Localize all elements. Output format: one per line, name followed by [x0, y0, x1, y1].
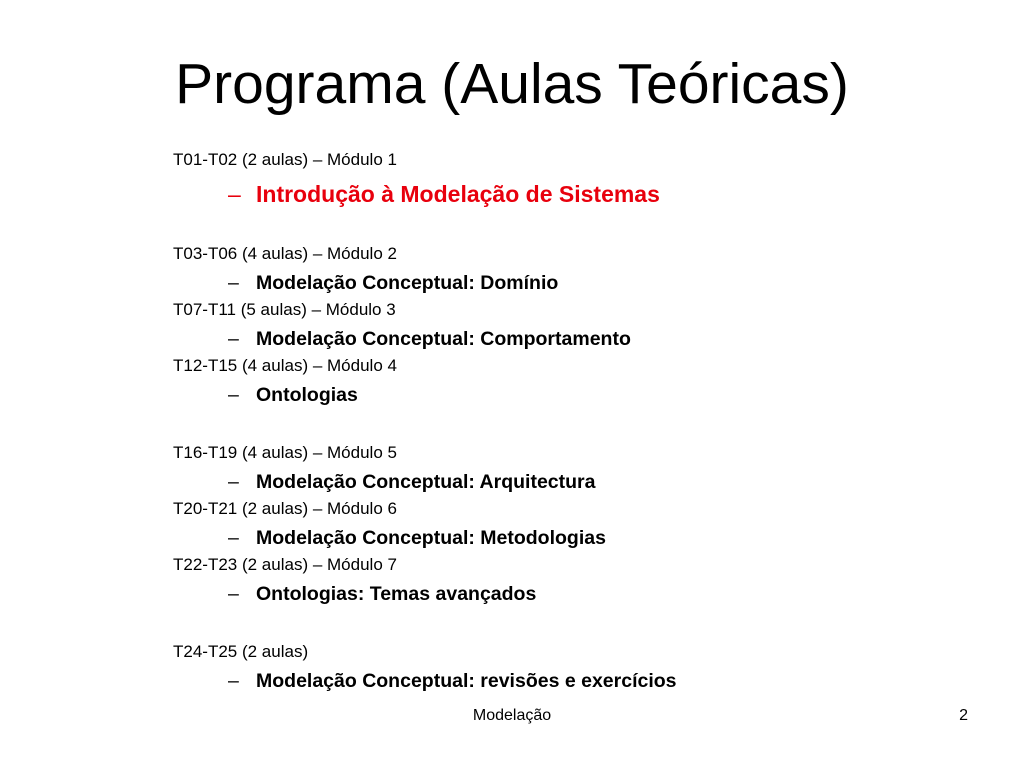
topic-label: Modelação Conceptual: Arquitectura: [256, 471, 596, 493]
module-4-topic: [228, 383, 358, 407]
topic-label: Introdução à Modelação de Sistemas: [256, 181, 660, 207]
topic-label: Modelação Conceptual: Comportamento: [256, 328, 631, 350]
module-3-line: T07-T11 (5 aulas) – Módulo 3: [173, 300, 396, 319]
module-2-line: T03-T06 (4 aulas) – Módulo 2: [173, 244, 397, 263]
topic-label: Ontologias: [256, 384, 358, 406]
bullet-dash: –: [228, 471, 239, 493]
module-3-topic: [228, 327, 631, 351]
module-5-line: T16-T19 (4 aulas) – Módulo 5: [173, 443, 397, 462]
topic-label: Modelação Conceptual: Domínio: [256, 272, 559, 294]
topic-label: Modelação Conceptual: Metodologias: [256, 527, 606, 549]
bullet-dash: –: [228, 670, 239, 692]
slide-title: Programa (Aulas Teóricas): [175, 52, 849, 116]
module-5-topic: [228, 470, 596, 494]
module-6-topic: [228, 526, 606, 550]
review-line: T24-T25 (2 aulas): [173, 642, 309, 661]
module-6-line: T20-T21 (2 aulas) – Módulo 6: [173, 499, 397, 518]
bullet-dash: –: [228, 384, 239, 406]
topic-label: Ontologias: Temas avançados: [256, 583, 537, 605]
bullet-dash: –: [228, 527, 239, 549]
bullet-dash: –: [228, 272, 239, 294]
module-7-line: T22-T23 (2 aulas) – Módulo 7: [173, 555, 397, 574]
page-number: 2: [959, 707, 968, 724]
module-1-topic: [228, 180, 660, 208]
module-1-line: T01-T02 (2 aulas) – Módulo 1: [173, 150, 397, 169]
bullet-dash: –: [228, 583, 239, 605]
footer-title: Modelação: [472, 707, 552, 724]
module-2-topic: [228, 271, 558, 295]
module-7-topic: [228, 582, 536, 606]
bullet-dash: –: [228, 181, 241, 207]
review-topic: [228, 669, 677, 693]
module-4-line: T12-T15 (4 aulas) – Módulo 4: [173, 356, 397, 375]
topic-label: Modelação Conceptual: revisões e exercícios: [256, 670, 677, 692]
bullet-dash: –: [228, 328, 239, 350]
